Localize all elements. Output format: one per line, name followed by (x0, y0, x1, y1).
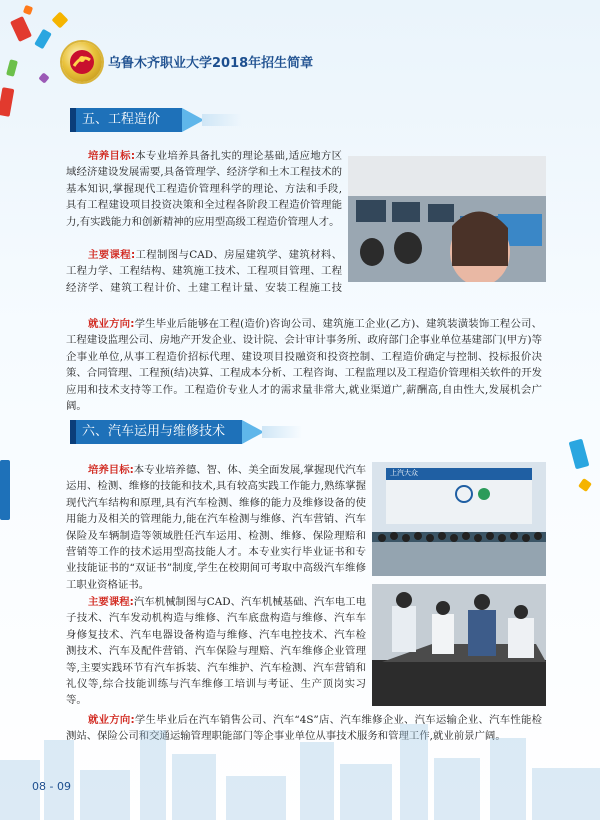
page-title: 乌鲁木齐职业大学2018年招生简章 (108, 56, 314, 71)
logo-emblem-icon (68, 48, 96, 76)
courses-text: 汽车机械制图与CAD、汽车机械基础、汽车电工电子技术、汽车发动机构造与维修、汽车底盘构造与维修、汽车车身修复技术、汽车电器设备构造与维修、汽车电控技术、汽车检测技术、汽车及配件营销、汽车保险与理赔、汽车维修企业管理等,主要实践环节有汽车拆装、汽车维护、汽车检测、汽车营销和礼仪等,综合技能训练与汽车维修工培训与考证、生产顶岗实习等。 (66, 596, 366, 707)
career-text: 学生毕业后能够在工程(造价)咨询公司、建筑施工企业(乙方)、建筑装潢装饰工程公司、工程建设监理公司、房地产开发企业、设计院、会计审计事务所、政府部门企事业单位基建部门(甲方)等企事业单位,从事工程造价招标代理、建设项目投融资和投资控制、工程造价确定与控制、投标报价决策、合同管理、工程预(结)决算、工程成本分析、工程咨询、工程监理以及工程造价管理相关软件的开发应用和技术支持等工作。工程造价专业人才的需求量非常大,就业渠道广,薪酬高,自由性大,发展机会广阔。 (66, 318, 543, 413)
career-label: 就业方向: (88, 318, 135, 330)
career-text: 学生毕业后在汽车销售公司、汽车“4S”店、汽车维修企业、汽车运输企业、汽车性能检测站、保险公司和交通运输管理职能部门等企事业单位从事技术服务和管理工作,就业前景广阔。 (66, 714, 542, 743)
section-heading-auto-repair (70, 420, 242, 444)
heading-fade (262, 426, 302, 438)
confetti-decoration (0, 87, 14, 117)
section-heading-text: 六、汽车运用与维修技术 (82, 424, 226, 439)
confetti-decoration (10, 16, 32, 42)
page-number: 08 - 09 (32, 780, 71, 793)
courses-label: 主要课程: (88, 249, 136, 261)
confetti-decoration (23, 5, 33, 15)
goal-label: 培养目标: (88, 464, 134, 476)
goal-text: 本专业培养德、智、体、美全面发展,掌握现代汽车运用、检测、维修的技能和技术,具有较高实践工作能力,熟练掌握现代汽车结构和原理,具有汽车检测、维修的能力及维修设备的使用能力及相关的管理能力,能在汽车检测与维修、汽车营销、汽车保险及车辆制造等领域胜任汽车运用、检测、维修、保险理赔和营销等工作的技术运用型高技能人才。本专业实行毕业证书和专业技能证书的“双证书”制度,学生在校期间可考取中高级汽车维修工职业资格证书。 (66, 464, 366, 591)
confetti-decoration (569, 439, 590, 470)
computer-lab-image (348, 156, 546, 282)
confetti-decoration (34, 29, 52, 50)
section-heading-engineering-cost (70, 108, 182, 132)
confetti-decoration (38, 72, 49, 83)
dealership-group-photo (372, 462, 546, 576)
heading-arrow (242, 420, 264, 444)
section-heading-text: 五、工程造价 (82, 112, 161, 127)
dealer-sign-text: 上汽大众 (390, 469, 418, 477)
goal-label: 培养目标: (88, 150, 135, 162)
heading-arrow (182, 108, 204, 132)
school-logo (62, 42, 102, 82)
heading-accent (70, 420, 76, 444)
career-label: 就业方向: (88, 714, 135, 726)
engineering-cost-career (66, 316, 542, 414)
city-skyline-decoration (0, 680, 600, 820)
courses-label: 主要课程: (88, 596, 134, 608)
confetti-decoration (0, 460, 10, 520)
auto-repair-goal (66, 462, 366, 593)
goal-text: 本专业培养具备扎实的理论基础,适应地方区域经济建设发展需要,具备管理学、经济学和土木工程技术的基本知识,掌握现代工程造价管理科学的理论、方法和手段,具有工程建设项目投资决策和全过程各阶段工程造价管理能力,有实践能力和创新精神的应用型高级工程造价管理人才。 (66, 150, 342, 228)
heading-accent (70, 108, 76, 132)
confetti-decoration (578, 478, 592, 492)
courses-text: 工程制图与CAD、房屋建筑学、建筑材料、工程力学、工程结构、建筑施工技术、工程项目管理、工程经济学、建筑工程计价、土建工程计量、安装工程施工技 (66, 249, 342, 294)
engineering-cost-goal (66, 148, 342, 230)
engineering-cost-courses-top (66, 247, 342, 296)
computer-lab-photo (348, 156, 546, 282)
dealership-image (372, 462, 546, 576)
heading-fade (202, 114, 242, 126)
confetti-decoration (52, 12, 69, 29)
confetti-decoration (6, 59, 18, 77)
